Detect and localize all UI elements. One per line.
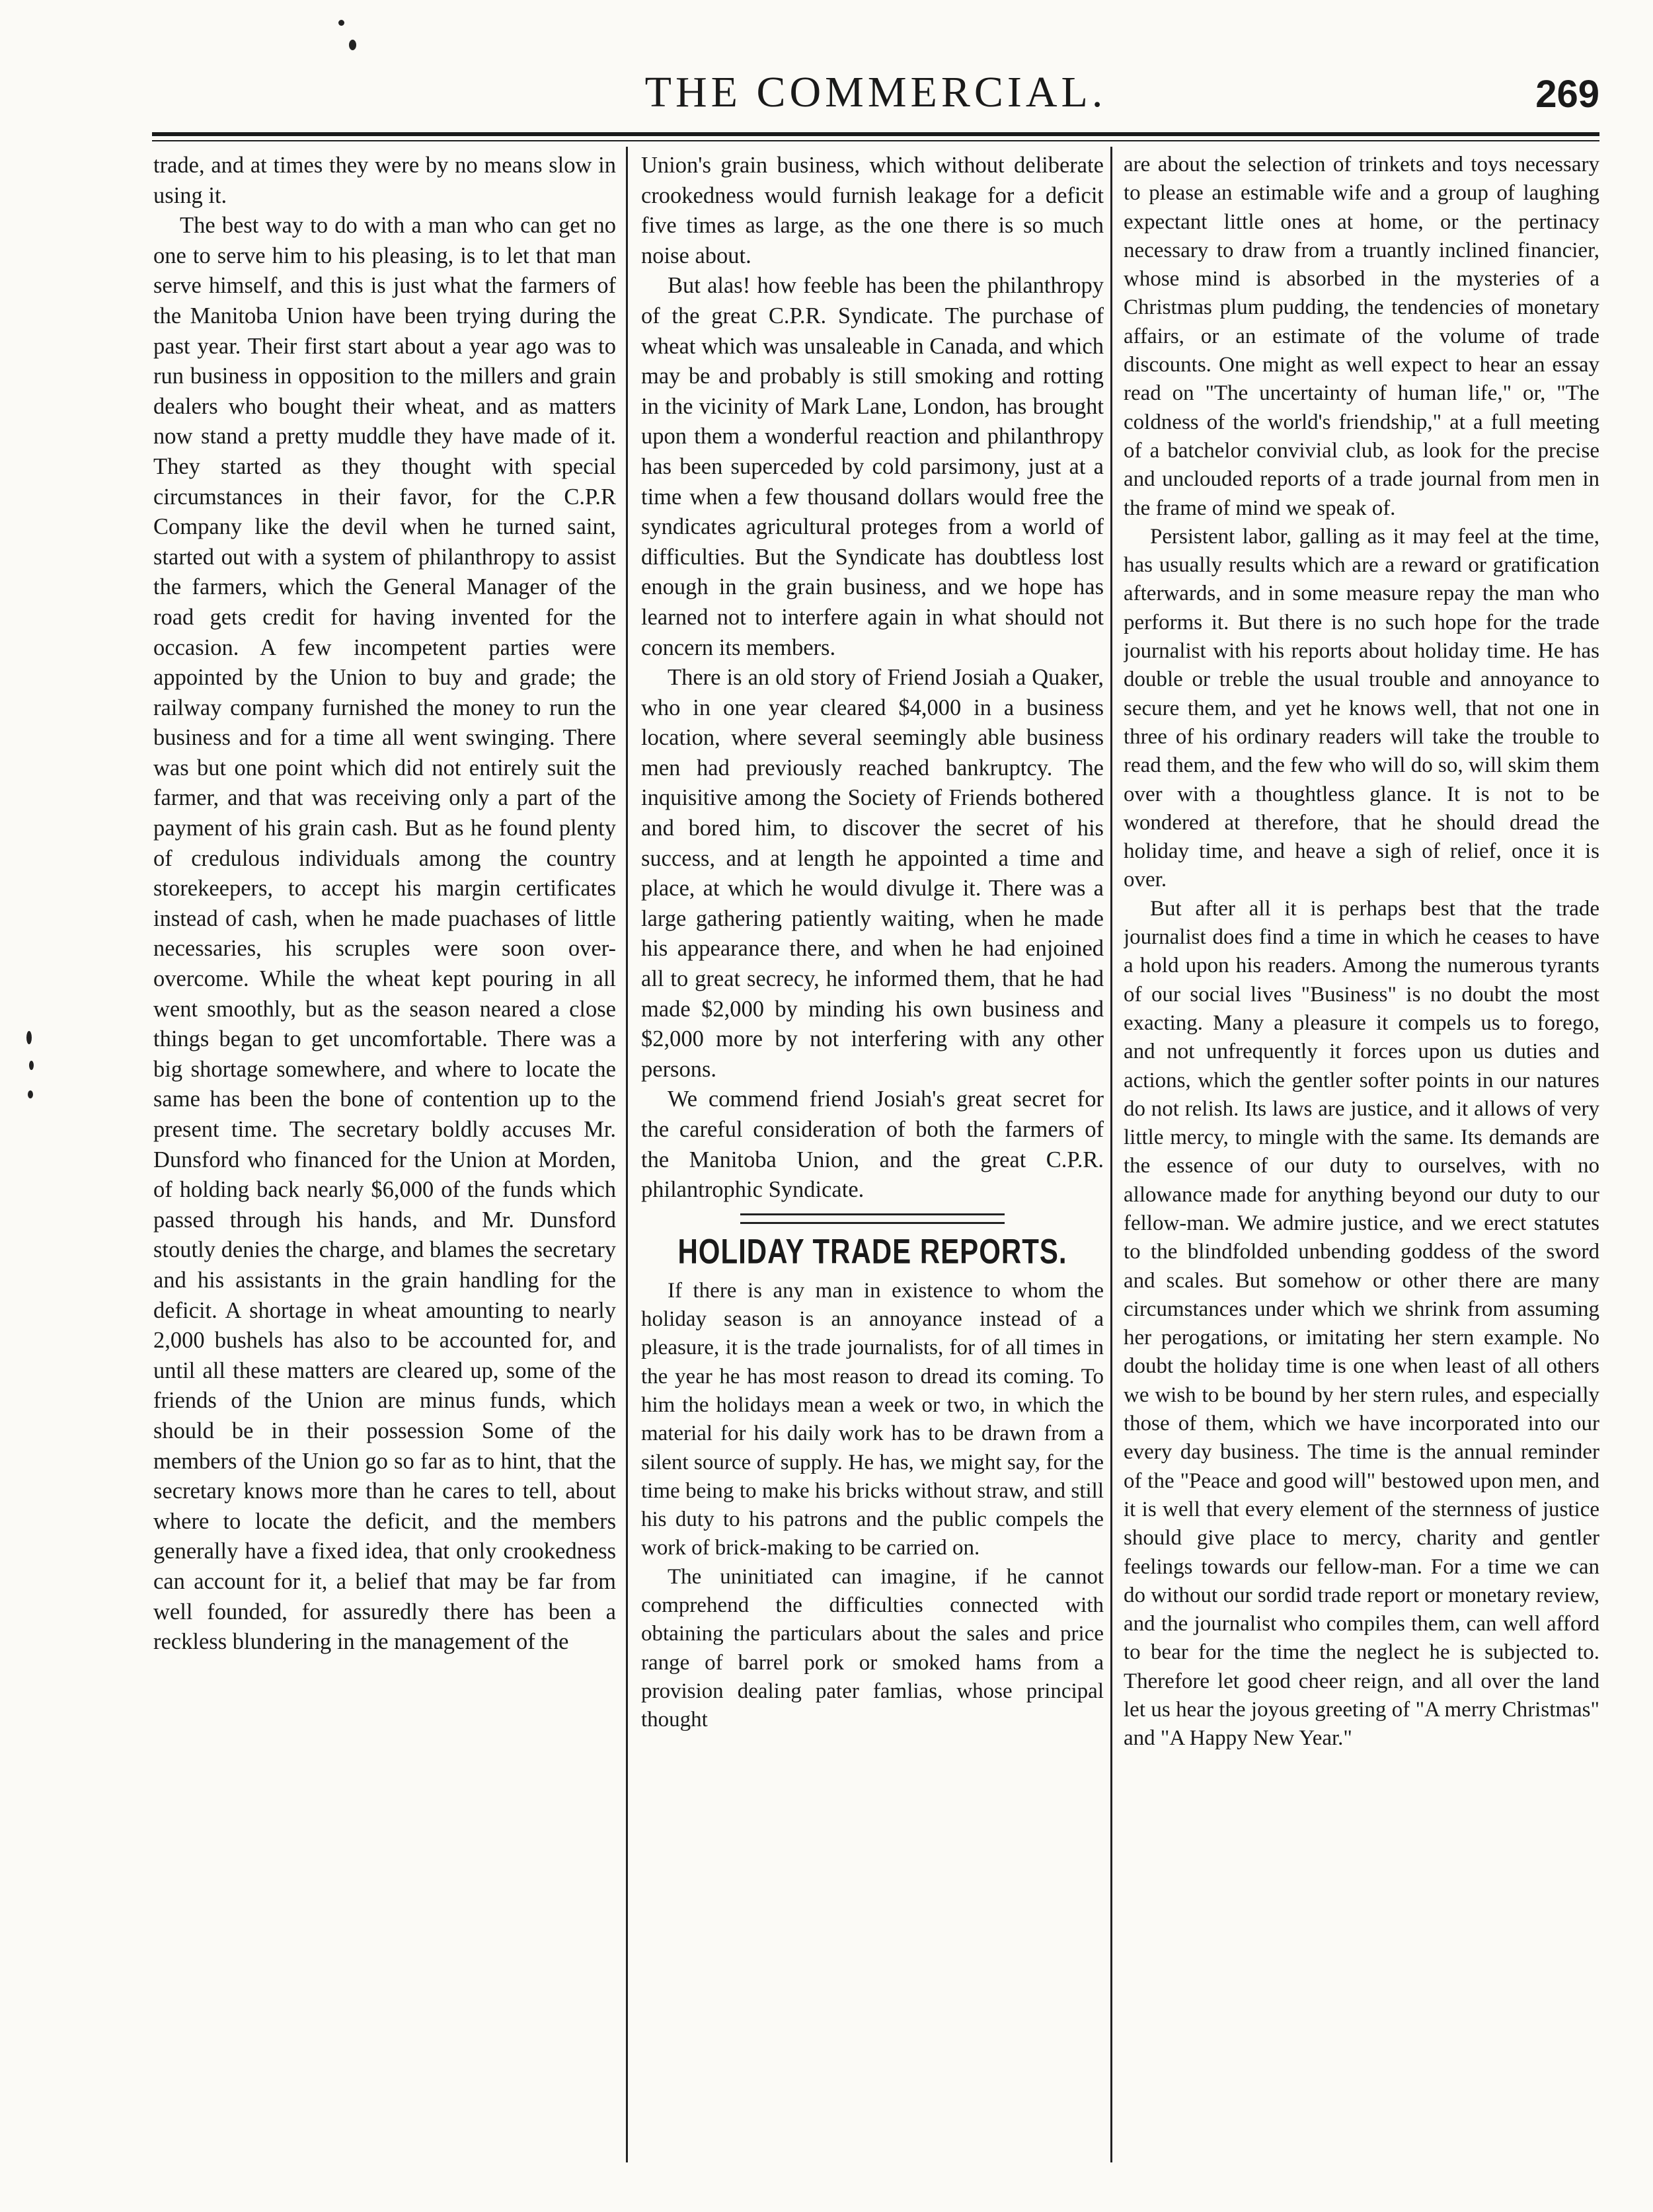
- article-paragraph: The uninitiated can imagine, if he cannot comprehend the difficulties connected with obtaining the particulars about the sales and price range of barrel pork or smoked hams from a provision dealing pater famlias, whose principal thought: [641, 1564, 1104, 1732]
- publication-title: THE COMMERCIAL.: [644, 68, 1107, 116]
- article-paragraph: are about the selection of trinkets and toys necessary to please an estimable wife and a group of laughing expectant little ones at home, or the pertinacy necessary to draw from a truantly inclined financier, whose mind is absorbed in the mysteries of a Christmas plum pudding, the tendencies of monetary affairs, or an estimate of the volume of trade discounts. One might as well expect to hear an essay read on "The uncertainty of human life," or, "The coldness of the world's friendship," at a full meeting of a batchelor convivial club, as look for the precise and unclouded reports of a trade journal from men in the frame of mind we speak of.: [1124, 153, 1599, 520]
- print-speck: [29, 1061, 34, 1070]
- article-paragraph: But after all it is perhaps best that the trade journalist does find a time in which he ceases to have a hold upon his readers. Among the numerous tyrants of our social lives "Business" is no doubt the most exacting. Many a pleasure it compels us to forego, and not unfrequently it forces upon us duties and actions, which the gentler softer points in our natures do not relish. Its laws are justice, and it allows of very little mercy, to mingle with the same. Its demands are the essence of our duty to ourselves, with no allowance made for anything beyond our duty to our fellow-man. We admire justice, and we erect statutes to the blindfolded unbending goddess of the sword and scales. But somehow or other there are many circumstances under which we shrink from assuming her perogations, or imitating her stern example. No doubt the holiday time is one when least of all others we wish to be bound by her stern rules, and especially those of them, which we have incorporated into our every day business. The time is the annual reminder of the "Peace and good will" bestowed upon men, and it is well that every element of the sternness of justice should give place to mercy, charity and gentler feelings towards our fellow-man. For a time we can do without our sordid trade report or monetary review, and the journalist who compiles them, can well afford to bear for the time the neglect he is subjected to. Therefore let good cheer reign, and all over the land let us hear the joyous greeting of "A merry Christmas" and "A Happy New Year.": [1124, 896, 1599, 1751]
- header-rule-thin: [152, 140, 1599, 141]
- article-paragraph: There is an old story of Friend Josiah a Quaker, who in one year cleared $4,000 in a business location, where several seemingly able business men had previously reached bankruptcy. The inquisitive among the Society of Friends bothered and bored him, to discover the secret of his success, and at length he appointed a time and place, at which he would divulge it. There was a large gathering patiently waiting, when he made his appearance there, and when he had enjoined all to great secrecy, he informed them, that he had made $2,000 by minding his own business and $2,000 more by not interfering with any other persons.: [641, 665, 1104, 1082]
- article-paragraph: The best way to do with a man who can get no one to serve him to his pleasing, is to let that man serve himself, and this is just what the farmers of the Manitoba Union have been trying during the past year. Their first start about a year ago was to run business in opposition to the millers and grain dealers who bought their wheat, and as matters now stand a pretty muddle they have made of it. They started as they thought with special circumstances in their favor, for the C.P.R Company like the devil when he turned saint, started out with a system of philanthropy to assist the farmers, which the General Manager of the road gets credit for having invented for the occasion. A few incompetent parties were appointed by the Union to buy and grade; the railway company furnished the money to run the business and for a time all went swinging. There was but one point which did not entirely suit the farmer, and that was receiving only a part of the payment of his grain cash. But as he found plenty of credulous individuals among the country storekeepers, to accept his margin certificates instead of cash, when he made puachases of little necessaries, his scruples were soon over-overcome. While the wheat kept pouring in all went smoothly, but as the season neared a close things began to get uncomfortable. There was a big shortage somewhere, and where to locate the same has been the bone of contention up to the present time. The secretary boldly accuses Mr. Dunsford who financed for the Union at Morden, of holding back nearly $6,000 of the funds which passed through his hands, and Mr. Dunsford stoutly denies the charge, and blames the secretary and his assistants in the grain handling for the deficit. A shortage in wheat amounting to nearly 2,000 bushels has also to be accounted for, and until all these matters are cleared up, some of the friends of the Union are minus funds, which should be in their possession Some of the members of the Union go so far as to hint, that the secretary knows more than he cares to tell, about where to locate the deficit, and the members generally have a fixed idea, that only crookedness can account for it, a belief that may be far from well founded, for assuredly there has been a reckless blundering in the management of the: [153, 213, 616, 1655]
- column-divider: [1110, 147, 1112, 2162]
- section-heading: HOLIDAY TRADE REPORTS.: [677, 1231, 1067, 1271]
- page-number: 269: [1535, 73, 1599, 116]
- column-left: [153, 151, 616, 2173]
- column-divider: [626, 147, 628, 2162]
- section-separator: [740, 1213, 1005, 1224]
- article-paragraph: But alas! how feeble has been the philanthropy of the great C.P.R. Syndicate. The purchase of wheat which was unsaleable in Canada, and which may be and probably is still smoking and rotting in the vicinity of Mark Lane, London, has brought upon them a wonderful reaction and philanthropy has been superceded by cold parsimony, just at a time when a few thousand dollars would free the syndicates agricultural proteges from a world of difficulties. But the Syndicate has doubtless lost enough in the grain business, and we hope has learned not to interfere again in what should not concern its members.: [641, 273, 1104, 660]
- print-speck: [338, 20, 344, 26]
- print-speck: [349, 40, 356, 50]
- article-paragraph: Union's grain business, which without deliberate crookedness would furnish leakage for a deficit five times as large, as the one there is so much noise about.: [641, 153, 1104, 268]
- print-speck: [28, 1090, 33, 1098]
- article-paragraph: Persistent labor, galling as it may feel at the time, has usually results which are a reward or gratification afterwards, and in some measure repay the man who performs it. But there is no such hope for the trade journalist with his reports about holiday time. He has double or treble the usual trouble and annoyance to secure them, and yet he knows well, that not one in three of his ordinary readers will take the trouble to read them, and the few who will do so, will skim them over with a thoughtless glance. It is not to be wondered at therefore, that he should dread the holiday time, and heave a sigh of relief, once it is over.: [1124, 524, 1599, 892]
- column-right: [1124, 151, 1599, 2173]
- column-middle: [641, 151, 1104, 2173]
- article-paragraph: If there is any man in existence to whom the holiday season is an annoyance instead of a pleasure, it is the trade journalists, for of all times in the year he has most reason to dread its coming. To him the holidays mean a week or two, in which the material for his daily work has to be drawn from a silent source of supply. He has, we might say, for the time being to make his bricks without straw, and still his duty to his patrons and the public compels the work of brick-making to be carried on.: [641, 1278, 1104, 1560]
- article-paragraph: We commend friend Josiah's great secret for the careful consideration of both the farmers of the Manitoba Union, and the great C.P.R. philantrophic Syndicate.: [641, 1087, 1104, 1203]
- article-paragraph: trade, and at times they were by no means slow in using it.: [153, 153, 616, 208]
- print-speck: [26, 1031, 32, 1044]
- masthead: [152, 63, 1599, 122]
- header-rule: [152, 132, 1599, 136]
